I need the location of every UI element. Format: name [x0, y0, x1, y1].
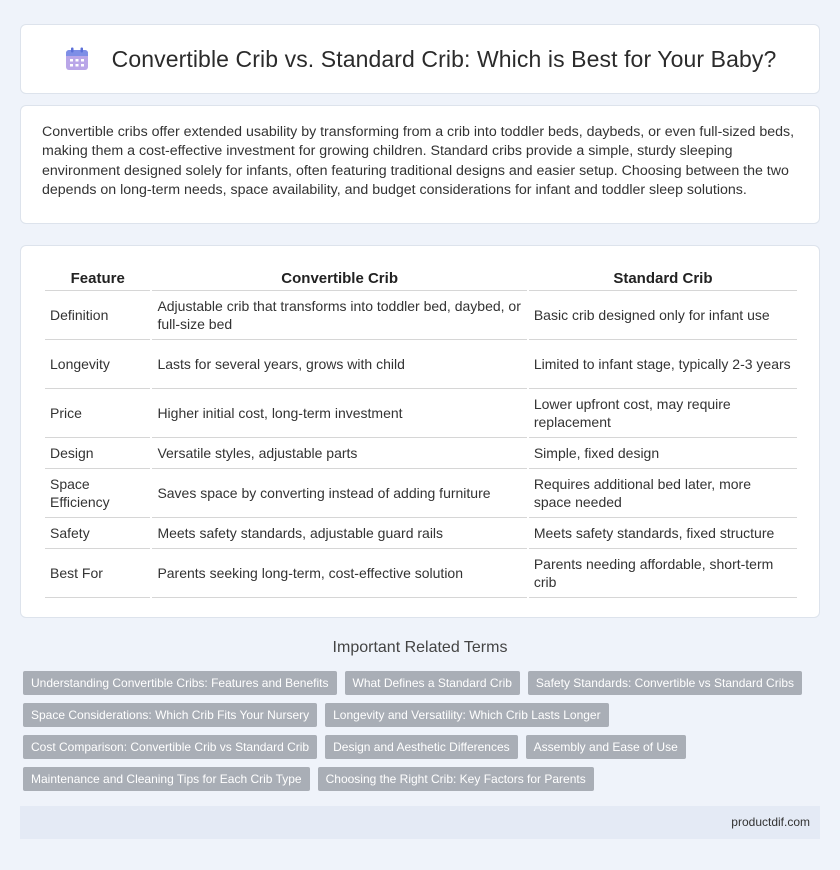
header-card	[20, 24, 820, 94]
standard-cell: Requires additional bed later, more space needed	[529, 469, 797, 518]
convertible-cell: Higher initial cost, long-term investment	[152, 389, 526, 438]
convertible-cell: Meets safety standards, adjustable guard rails	[152, 518, 526, 549]
site-name[interactable]: productdif.com	[731, 815, 810, 829]
tag-row	[23, 767, 823, 791]
calendar-icon	[64, 46, 90, 72]
table-header-row	[45, 264, 797, 291]
related-term-tag[interactable]: Choosing the Right Crib: Key Factors for Parents	[318, 767, 594, 791]
related-term-tag[interactable]: Assembly and Ease of Use	[526, 735, 686, 759]
footer	[20, 806, 820, 839]
related-term-tag[interactable]: Cost Comparison: Convertible Crib vs Standard Crib	[23, 735, 317, 759]
standard-cell: Limited to infant stage, typically 2-3 years	[529, 340, 797, 389]
feature-cell: Safety	[45, 518, 150, 549]
tag-row	[23, 735, 823, 759]
feature-cell: Definition	[45, 291, 150, 340]
standard-cell: Simple, fixed design	[529, 438, 797, 469]
convertible-cell: Saves space by converting instead of adding furniture	[152, 469, 526, 518]
related-term-tag[interactable]: Understanding Convertible Cribs: Features and Benefits	[23, 671, 337, 695]
comparison-card	[20, 245, 820, 618]
table-row	[45, 291, 797, 340]
related-term-tag[interactable]: Design and Aesthetic Differences	[325, 735, 518, 759]
standard-cell: Parents needing affordable, short-term crib	[529, 549, 797, 598]
intro-text: Convertible cribs offer extended usability by transforming from a crib into toddler beds, daybeds, or even full-sized beds, making them a cost-effective investment for growing children. Standard cribs provide a simple, sturdy sleeping environment designed solely for infants, often featuring traditional designs and easier setup. Choosing between the two depends on long-term needs, space availability, and budget considerations for infant and toddler sleep solutions.	[42, 124, 795, 198]
feature-cell: Longevity	[45, 340, 150, 389]
convertible-cell: Versatile styles, adjustable parts	[152, 438, 526, 469]
standard-cell: Basic crib designed only for infant use	[529, 291, 797, 340]
table-row	[45, 438, 797, 469]
table-row	[45, 518, 797, 549]
feature-cell: Best For	[45, 549, 150, 598]
comparison-table	[43, 264, 799, 598]
table-row	[45, 549, 797, 598]
feature-cell: Price	[45, 389, 150, 438]
table-row	[45, 340, 797, 389]
feature-cell: Design	[45, 438, 150, 469]
intro-card	[20, 105, 820, 224]
convertible-cell: Parents seeking long-term, cost-effective solution	[152, 549, 526, 598]
related-terms-title: Important Related Terms	[332, 639, 508, 656]
related-term-tag[interactable]: Longevity and Versatility: Which Crib Lasts Longer	[325, 703, 608, 727]
header-feature: Feature	[45, 264, 150, 291]
related-terms-list	[23, 671, 823, 799]
tag-row	[23, 703, 823, 727]
table-row	[45, 469, 797, 518]
page-title: Convertible Crib vs. Standard Crib: Which is Best for Your Baby?	[111, 45, 777, 72]
standard-cell: Meets safety standards, fixed structure	[529, 518, 797, 549]
convertible-cell: Lasts for several years, grows with child	[152, 340, 526, 389]
standard-cell: Lower upfront cost, may require replacement	[529, 389, 797, 438]
related-term-tag[interactable]: Maintenance and Cleaning Tips for Each Crib Type	[23, 767, 310, 791]
header-standard: Standard Crib	[529, 264, 797, 291]
convertible-cell: Adjustable crib that transforms into toddler bed, daybed, or full-size bed	[152, 291, 526, 340]
table-row	[45, 389, 797, 438]
related-term-tag[interactable]: Safety Standards: Convertible vs Standard Cribs	[528, 671, 802, 695]
feature-cell: Space Efficiency	[45, 469, 150, 518]
related-term-tag[interactable]: What Defines a Standard Crib	[345, 671, 520, 695]
tag-row	[23, 671, 823, 695]
header-convertible: Convertible Crib	[152, 264, 526, 291]
related-term-tag[interactable]: Space Considerations: Which Crib Fits Your Nursery	[23, 703, 317, 727]
